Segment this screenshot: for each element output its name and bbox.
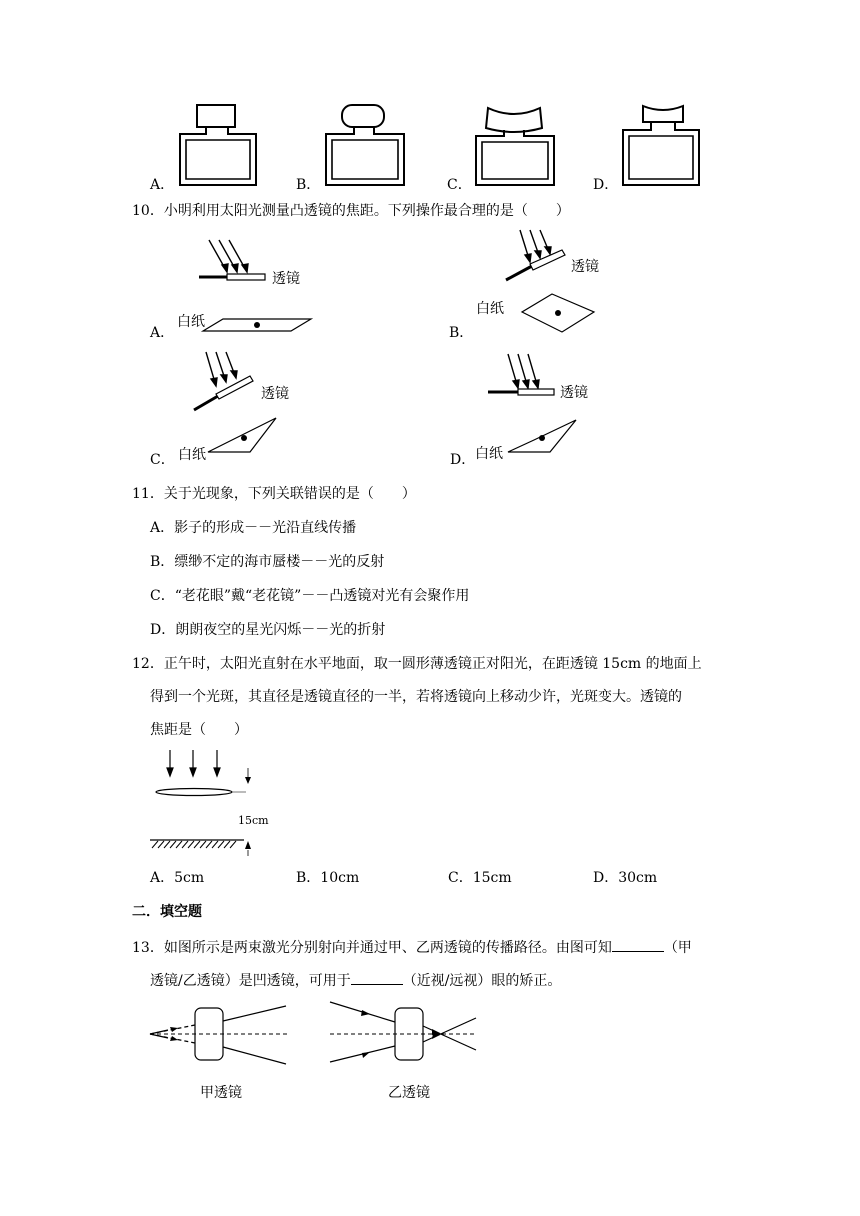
q13-lens-a-label: 甲透镜: [200, 1085, 242, 1101]
q10-figure-b: [500, 228, 620, 338]
q13-line2: [150, 970, 561, 991]
q9-option-c[interactable]: C．: [447, 177, 472, 193]
q12-figure: [148, 750, 278, 860]
q10-option-d[interactable]: D．: [450, 452, 476, 468]
q12-figure-label: 15cm: [238, 814, 269, 827]
q10-a-paper-label: 白纸: [177, 314, 205, 330]
q10-d-lens-label: 透镜: [560, 385, 588, 401]
q10-c-lens-label: 透镜: [261, 386, 289, 402]
q11-stem: 11．关于光现象，下列关联错误的是（ ）: [132, 486, 416, 502]
q9-option-b[interactable]: B．: [296, 177, 321, 193]
q11-option-d[interactable]: D．朗朗夜空的星光闪烁－－光的折射: [150, 622, 386, 638]
q11-option-a[interactable]: A．影子的形成－－光沿直线传播: [150, 520, 357, 536]
q9-figure-b: [320, 100, 420, 190]
q10-option-c[interactable]: C．: [150, 452, 175, 468]
q10-c-paper-label: 白纸: [178, 447, 206, 463]
q13-line1-text: 13．如图所示是两束激光分别射向并通过甲、乙两透镜的传播路径。由图可知: [132, 940, 612, 956]
q10-figure-a: [195, 238, 335, 338]
q13-line1-tail: （甲: [663, 940, 692, 956]
q11-option-c[interactable]: C．“老花眼”戴“老花镜”－－凸透镜对光有会聚作用: [150, 588, 470, 604]
q10-a-lens-label: 透镜: [272, 271, 300, 287]
q12-option-a[interactable]: A．5cm: [150, 870, 205, 886]
q9-figure-c: [470, 100, 570, 190]
q12-stem-line2: 得到一个光斑，其直径是透镜直径的一半，若将透镜向上移动少许，光斑变大。透镜的: [150, 689, 682, 705]
q13-figure-lens-a: [148, 1000, 293, 1070]
q12-stem-line3: 焦距是（ ）: [150, 722, 248, 738]
q12-option-c[interactable]: C．15cm: [448, 870, 512, 886]
q13-blank-1[interactable]: [612, 937, 664, 952]
q12-option-d[interactable]: D．30cm: [593, 870, 658, 886]
q13-figure-lens-b: [328, 998, 478, 1068]
q12-option-b[interactable]: B．10cm: [296, 870, 360, 886]
q9-figure-d: [615, 100, 715, 190]
q9-option-a[interactable]: A．: [150, 177, 175, 193]
q12-stem-line1: 12．正午时，太阳光直射在水平地面，取一圆形薄透镜正对阳光，在距透镜 15cm 的地面上: [132, 656, 702, 672]
q13-line2-tail: （近视/远视）眼的矫正。: [402, 973, 562, 989]
q13-line1: [132, 937, 692, 958]
q10-d-paper-label: 白纸: [475, 446, 503, 462]
q13-blank-2[interactable]: [351, 970, 403, 985]
q10-option-b[interactable]: B．: [449, 325, 474, 341]
q13-lens-b-label: 乙透镜: [388, 1085, 430, 1101]
q10-b-lens-label: 透镜: [571, 259, 599, 275]
q11-option-b[interactable]: B．缥缈不定的海市蜃楼－－光的反射: [150, 554, 385, 570]
q10-stem: 10．小明利用太阳光测量凸透镜的焦距。下列操作最合理的是（ ）: [132, 203, 570, 219]
q13-line2-text: 透镜/乙透镜）是凹透镜，可用于: [150, 973, 351, 989]
q10-b-paper-label: 白纸: [476, 301, 504, 317]
q9-figure-a: [170, 100, 270, 190]
section-title-fill-in: 二．填空题: [132, 904, 202, 920]
q10-option-a[interactable]: A．: [150, 325, 175, 341]
q9-option-d[interactable]: D．: [593, 177, 619, 193]
